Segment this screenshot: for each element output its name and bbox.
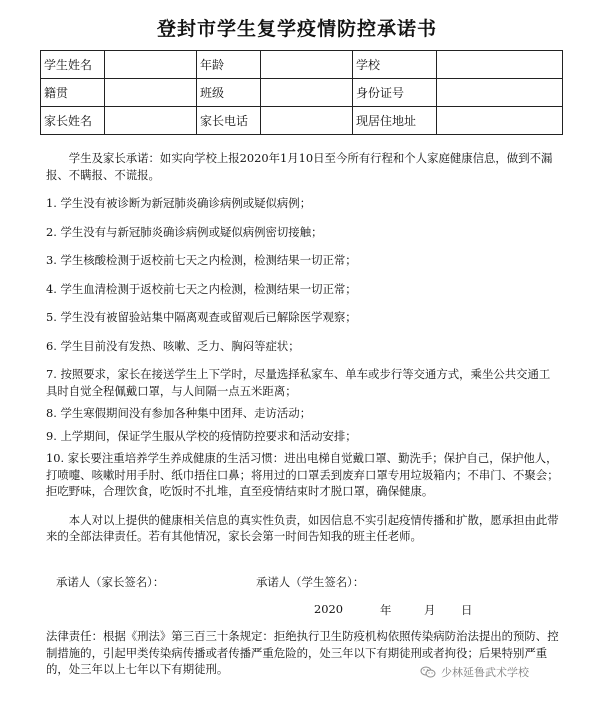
commitment-item: 1. 学生没有被诊断为新冠肺炎确诊病例或疑似病例； (46, 196, 312, 210)
label-id-number: 身份证号 (353, 79, 437, 107)
watermark-text: 少林延鲁武术学校 (441, 666, 529, 679)
field-parent-phone[interactable] (261, 107, 353, 135)
label-parent-phone: 家长电话 (197, 107, 261, 135)
wechat-icon (420, 666, 436, 678)
field-address[interactable] (437, 107, 563, 135)
table-row (41, 107, 563, 135)
commitment-item: 8. 学生寒假期间没有参加各种集中团拜、走访活动； (46, 406, 312, 420)
label-native-place: 籍贯 (41, 79, 105, 107)
commitment-item: 2. 学生没有与新冠肺炎确诊病例或疑似病例密切接触； (46, 224, 323, 239)
date-month-unit: 月 (424, 603, 436, 617)
label-class: 班级 (197, 79, 261, 107)
document-title: 登封市学生复学疫情防控承诺书 (156, 18, 437, 40)
field-class[interactable] (261, 79, 353, 107)
field-native-place[interactable] (105, 79, 197, 107)
field-school[interactable] (437, 51, 563, 79)
date-year: 2020 (314, 602, 343, 616)
commitment-body (46, 150, 560, 545)
table-row (41, 79, 563, 107)
student-signature-label: 承诺人（学生签名）： (256, 575, 365, 589)
commitment-item: 5. 学生没有被留验站集中隔离观查或留观后已解除医学观察； (46, 310, 357, 324)
label-school: 学校 (353, 51, 437, 79)
commitment-item: 10. 家长要注重培养学生养成健康的生活习惯：进出电梯自觉戴口罩、勤洗手；保护自己，保护他人，打喷嚏、咳嗽时用手肘、纸巾捂住口鼻；将用过的口罩丢到废弃口罩专用垃圾箱内；不串门、不聚会；拒吃野味，合理饮食，吃饭时不扎堆，直至疫情结束时才脱口罩，确保健康。 (46, 451, 559, 498)
parent-signature-label: 承诺人（家长签名）： (56, 575, 165, 589)
account-watermark (420, 664, 529, 680)
field-student-name[interactable] (105, 51, 197, 79)
intro-paragraph: 学生及家长承诺：如实向学校上报2020年1月10日至今所有行程和个人家庭健康信息，做到不漏报、不瞒报、不谎报。 (46, 151, 553, 182)
commitment-item: 4. 学生血清检测于返校前七天之内检测，检测结果一切正常； (46, 281, 357, 296)
field-parent-name[interactable] (105, 107, 197, 135)
date-year-unit: 年 (380, 603, 392, 617)
field-age[interactable] (261, 51, 353, 79)
student-info-table (40, 50, 563, 135)
commitment-item: 7. 按照要求，家长在接送学生上下学时，尽量选择私家车、单车或步行等交通方式，乘坐公共交通工具时自觉全程佩戴口罩，与人间隔一点五米距离； (46, 367, 551, 398)
label-student-name: 学生姓名 (41, 51, 105, 79)
commitment-item: 9. 上学期间，保证学生服从学校的疫情防控要求和活动安排； (46, 428, 357, 443)
label-parent-name: 家长姓名 (41, 107, 105, 135)
legal-notice: 法律责任：根据《刑法》第三百三十条规定：拒绝执行卫生防疫机构依照传染病防治法提出的预防、控制措施的，引起甲类传染病传播或者传播严重危险的，处三年以下有期徒刑或者拘役；后果特别严重的，处三年以上七年以下有期徒刑。 (46, 629, 559, 676)
declaration-paragraph: 本人对以上提供的健康相关信息的真实性负责，如因信息不实引起疫情传播和扩散，愿承担由此带来的全部法律责任。若有其他情况，家长会第一时间告知我的班主任老师。 (46, 512, 559, 543)
label-age: 年龄 (197, 51, 261, 79)
field-id-number[interactable] (437, 79, 563, 107)
label-address: 现居住地址 (353, 107, 437, 135)
table-row (41, 51, 563, 79)
commitment-item: 3. 学生核酸检测于返校前七天之内检测，检测结果一切正常； (46, 253, 357, 267)
commitment-item: 6. 学生目前没有发热、咳嗽、乏力、胸闷等症状； (46, 338, 300, 353)
date-day-unit: 日 (461, 603, 473, 617)
